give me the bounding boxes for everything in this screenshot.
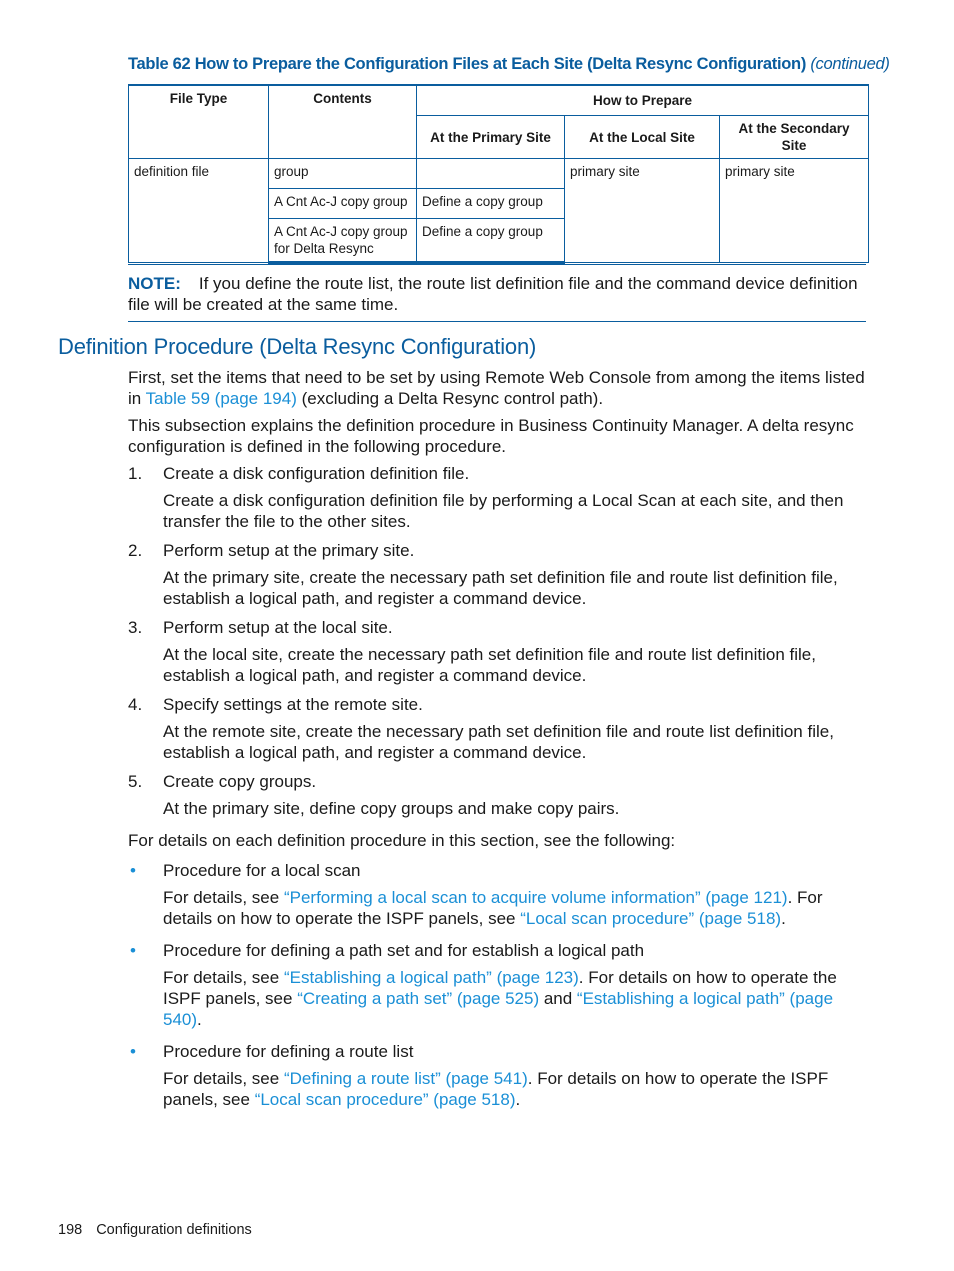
- detail-text: For details, see: [163, 968, 284, 987]
- list-item: [128, 771, 868, 819]
- section-body: [128, 367, 868, 1121]
- bullet-detail: [163, 1068, 868, 1110]
- step-title: Perform setup at the local site.: [163, 618, 393, 637]
- header-local-site: At the Local Site: [565, 116, 720, 159]
- bullet-title: Procedure for defining a route list: [163, 1042, 414, 1061]
- step-detail: Create a disk configuration definition file by performing a Local Scan at each site, and then transfer the file to the other sites.: [163, 491, 844, 531]
- intro-paragraph: [128, 367, 868, 409]
- note-text: If you define the route list, the route list definition file and the command device definition file will be created at the same time.: [128, 274, 858, 314]
- link-creating-path-set[interactable]: “Creating a path set” (page 525): [297, 989, 540, 1008]
- link-establishing-logical-path[interactable]: “Establishing a logical path” (page 123): [283, 968, 579, 987]
- bullet-detail: [163, 887, 868, 929]
- detail-text: For details, see: [163, 888, 284, 907]
- cell-primary: [417, 159, 565, 189]
- details-list: [128, 860, 868, 1110]
- step-title: Create copy groups.: [163, 772, 317, 791]
- list-item: [128, 694, 868, 763]
- intro-paragraph-2: This subsection explains the definition procedure in Business Continuity Manager. A delta resync configuration is defined in the following procedure.: [128, 416, 854, 456]
- step-detail: At the primary site, create the necessary path set definition file and route list definition file, establish a logical path, and register a command device.: [163, 568, 838, 608]
- page-number: 198: [58, 1222, 83, 1238]
- detail-text: . For details on how to operate the ISPF panels, see: [163, 968, 837, 1008]
- prepare-config-table: [128, 84, 869, 264]
- bullet-icon: •: [130, 1042, 136, 1061]
- list-item: [128, 1041, 868, 1110]
- detail-text: . For details on how to operate the ISPF panels, see: [163, 888, 823, 928]
- cell-contents: A Cnt Ac-J copy group for Delta Resync: [269, 219, 417, 263]
- cell-contents: group: [269, 159, 417, 189]
- header-primary-site: At the Primary Site: [417, 116, 565, 159]
- step-detail: At the local site, create the necessary path set definition file and route list definition file, establish a logical path, and register a command device.: [163, 645, 816, 685]
- bullet-title: Procedure for a local scan: [163, 861, 361, 880]
- intro-text: First, set the items that need to be set by using Remote Web Console from among the items listed in: [128, 368, 865, 408]
- link-local-scan-procedure[interactable]: “Local scan procedure” (page 518): [520, 909, 782, 928]
- step-detail: At the remote site, create the necessary path set definition file and route list definition file, establish a logical path, and register a command device.: [163, 722, 834, 762]
- table-title: Table 62 How to Prepare the Configuration Files at Each Site (Delta Resync Configuration): [128, 55, 807, 73]
- bullet-icon: •: [130, 861, 136, 880]
- list-item: [128, 540, 868, 609]
- link-performing-local-scan[interactable]: “Performing a local scan to acquire volume information” (page 121): [283, 888, 788, 907]
- note-label: NOTE:: [128, 274, 181, 293]
- list-item: [128, 617, 868, 686]
- step-number: 5.: [128, 772, 143, 791]
- intro-text: (excluding a Delta Resync control path).: [296, 389, 604, 408]
- detail-text: .: [781, 909, 786, 928]
- bullet-icon: •: [130, 941, 136, 960]
- header-contents: Contents: [269, 85, 417, 159]
- detail-text: .: [515, 1090, 521, 1109]
- detail-text: and: [539, 989, 577, 1008]
- step-number: 2.: [128, 541, 143, 560]
- step-title: Create a disk configuration definition file.: [163, 464, 470, 483]
- table-row: [129, 159, 869, 189]
- cell-local: primary site: [565, 159, 720, 263]
- step-number: 4.: [128, 695, 143, 714]
- section-title: Definition Procedure (Delta Resync Configuration): [58, 334, 537, 359]
- cell-primary: Define a copy group: [417, 219, 565, 263]
- bullet-detail: [163, 967, 868, 1030]
- cell-secondary: primary site: [720, 159, 869, 263]
- header-secondary-site: At the Secondary Site: [720, 116, 869, 159]
- header-file-type: File Type: [129, 85, 269, 159]
- footer-section: Configuration definitions: [96, 1222, 252, 1238]
- link-defining-route-list[interactable]: “Defining a route list” (page 541): [283, 1069, 528, 1088]
- step-number: 1.: [128, 464, 143, 483]
- cell-primary: Define a copy group: [417, 189, 565, 219]
- header-how-to-prepare: How to Prepare: [417, 85, 869, 116]
- step-number: 3.: [128, 618, 143, 637]
- table-59-link[interactable]: Table 59 (page 194): [145, 389, 297, 408]
- bullet-title: Procedure for defining a path set and for establish a logical path: [163, 941, 645, 960]
- step-title: Specify settings at the remote site.: [163, 695, 423, 714]
- note-box: [128, 264, 866, 322]
- detail-text: .: [197, 1010, 202, 1029]
- cell-contents: A Cnt Ac-J copy group: [269, 189, 417, 219]
- page-footer: [58, 1222, 252, 1238]
- link-local-scan-procedure[interactable]: “Local scan procedure” (page 518): [254, 1090, 516, 1109]
- table-caption: [128, 55, 890, 74]
- cell-file-type: definition file: [129, 159, 269, 263]
- link-establishing-logical-path-540[interactable]: “Establishing a logical path” (page 540): [163, 989, 834, 1029]
- detail-text: . For details on how to operate the ISPF panels, see: [163, 1069, 829, 1109]
- step-title: Perform setup at the primary site.: [163, 541, 415, 560]
- list-item: [128, 463, 868, 532]
- list-item: [128, 940, 868, 1030]
- detail-text: For details, see: [163, 1069, 284, 1088]
- list-item: [128, 860, 868, 929]
- step-detail: At the primary site, define copy groups and make copy pairs.: [163, 799, 620, 818]
- procedure-steps: [128, 463, 868, 819]
- table-continued: (continued): [810, 55, 890, 73]
- details-intro: For details on each definition procedure in this section, see the following:: [128, 831, 676, 850]
